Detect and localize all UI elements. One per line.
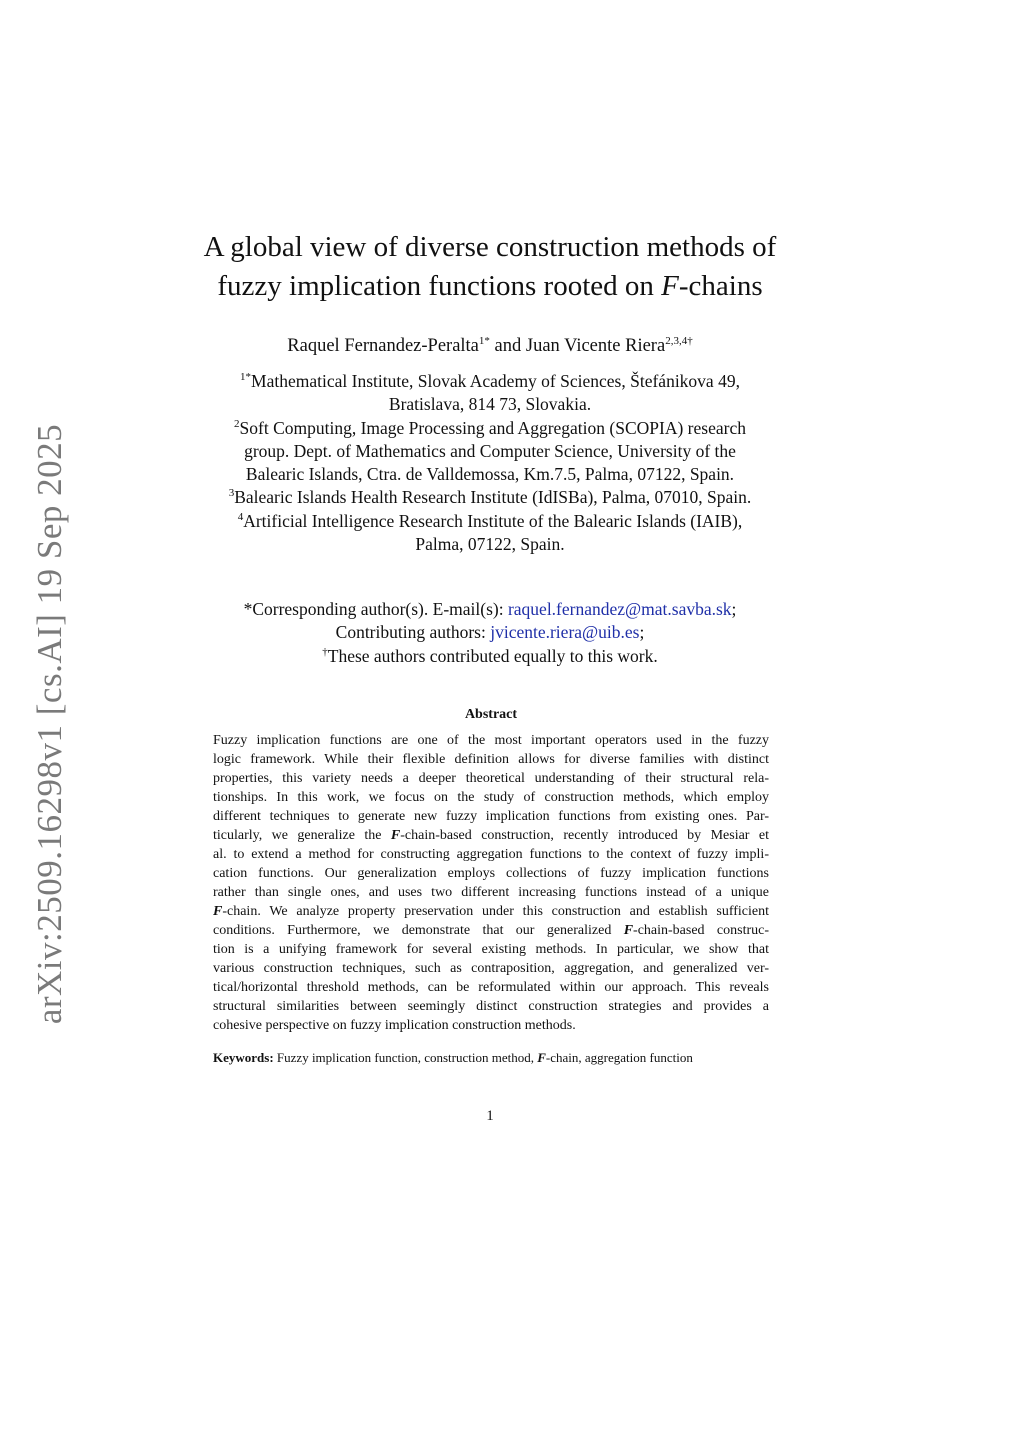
affiliation-3: $^3$Balearic Islands Health Research Institute (IdISBa), Palma, 07010, Spain. <box>228 487 752 508</box>
author-list: Raquel Fernandez-Peralta$^{1*}$ and Juan Vicente Riera$^{2,3,4\dagger}$ <box>287 335 693 356</box>
affiliation-1-cont: Bratislava, 814 73, Slovakia. <box>388 394 592 415</box>
abstract-line: different techniques to generate new fuzzy implication functions from existing ones. Par- <box>213 809 769 824</box>
arxiv-stamp: arXiv:2509.16298v1 [cs.AI] 19 Sep 2025 <box>30 423 69 1025</box>
contributing-email-link[interactable]: jvicente.riera@uib.es <box>490 622 640 643</box>
title-line-2: fuzzy implication functions rooted on F-chains <box>217 270 763 302</box>
affiliation-4: $^4$Artificial Intelligence Research Institute of the Balearic Islands (IAIB), <box>237 510 743 531</box>
abstract-line: Fuzzy implication functions are one of the most important operators used in the fuzzy <box>213 733 769 748</box>
abstract-line: tionships. In this work, we focus on the study of construction methods, which employ <box>213 790 769 805</box>
title-line-1: A global view of diverse construction methods of <box>203 231 777 263</box>
math-f: F <box>213 904 223 919</box>
page-number: 1 <box>486 1108 494 1124</box>
correspondence <box>150 598 830 668</box>
abstract-line: conditions. Furthermore, we demonstrate that our generalized F-chain-based construc- <box>213 923 769 938</box>
math-f: F <box>537 1050 546 1065</box>
abstract-heading: Abstract <box>464 707 518 722</box>
affiliation-2-cont: Balearic Islands, Ctra. de Valldemossa, Km.7.5, Palma, 07122, Spain. <box>245 464 735 485</box>
abstract-line: rather than single ones, and uses two different increasing functions instead of a unique <box>213 885 769 900</box>
author-name: Raquel Fernandez-Peralta <box>287 336 479 356</box>
abstract-line: tical/horizontal threshold methods, can be reformulated within our approach. This reveals <box>213 980 769 995</box>
math-f: F <box>623 923 634 938</box>
abstract-line: cohesive perspective on fuzzy implication construction methods. <box>213 1018 576 1033</box>
abstract-line: structural similarities between seemingly distinct construction strategies and provides a <box>213 999 769 1014</box>
math-f: F <box>390 828 401 843</box>
paper-title <box>150 228 830 306</box>
affiliation-2-cont: group. Dept. of Mathematics and Computer Science, University of the <box>244 440 736 461</box>
affiliation-4-cont: Palma, 07122, Spain. <box>415 534 565 555</box>
abstract-body <box>213 731 769 1035</box>
corresponding-author: *Corresponding author(s). E-mail(s): raquel.fernandez@mat.savba.sk; <box>243 599 737 619</box>
math-f: F <box>661 270 679 302</box>
affiliation-2: $^2$Soft Computing, Image Processing and Aggregation (SCOPIA) research <box>234 417 746 438</box>
author-name: Juan Vicente Riera <box>525 336 666 356</box>
abstract-line: al. to extend a method for constructing aggregation functions to the context of fuzzy impli- <box>213 847 769 862</box>
affiliations <box>150 370 830 556</box>
abstract-line: F-chain. We analyze property preservation under this construction and establish sufficient <box>213 904 769 919</box>
keywords: Keywords: Fuzzy implication function, construction method, F-chain, aggregation function <box>213 1050 693 1065</box>
abstract-line: properties, this variety needs a deeper theoretical understanding of their structural rela- <box>213 771 769 786</box>
corresponding-email-link[interactable]: raquel.fernandez@mat.savba.sk <box>507 599 732 619</box>
affiliation-1: $^{1*}$Mathematical Institute, Slovak Academy of Sciences, Štefánikova 49, <box>240 371 740 391</box>
equal-contribution-note: †These authors contributed equally to this work. <box>322 645 658 666</box>
abstract-line: logic framework. While their flexible definition allows for diverse families with distinct <box>213 752 769 767</box>
abstract-line: ticularly, we generalize the F-chain-based construction, recently introduced by Mesiar et <box>213 828 769 843</box>
keywords-label: Keywords: <box>213 1050 274 1065</box>
contributing-authors: Contributing authors: jvicente.riera@uib.es; <box>335 622 645 643</box>
abstract-line: tion is a unifying framework for several existing methods. In particular, we show that <box>213 942 769 957</box>
abstract-line: cation functions. Our generalization employs collections of fuzzy implication functions <box>213 866 769 881</box>
abstract-line: various construction techniques, such as contraposition, aggregation, and generalized ver- <box>213 961 769 976</box>
